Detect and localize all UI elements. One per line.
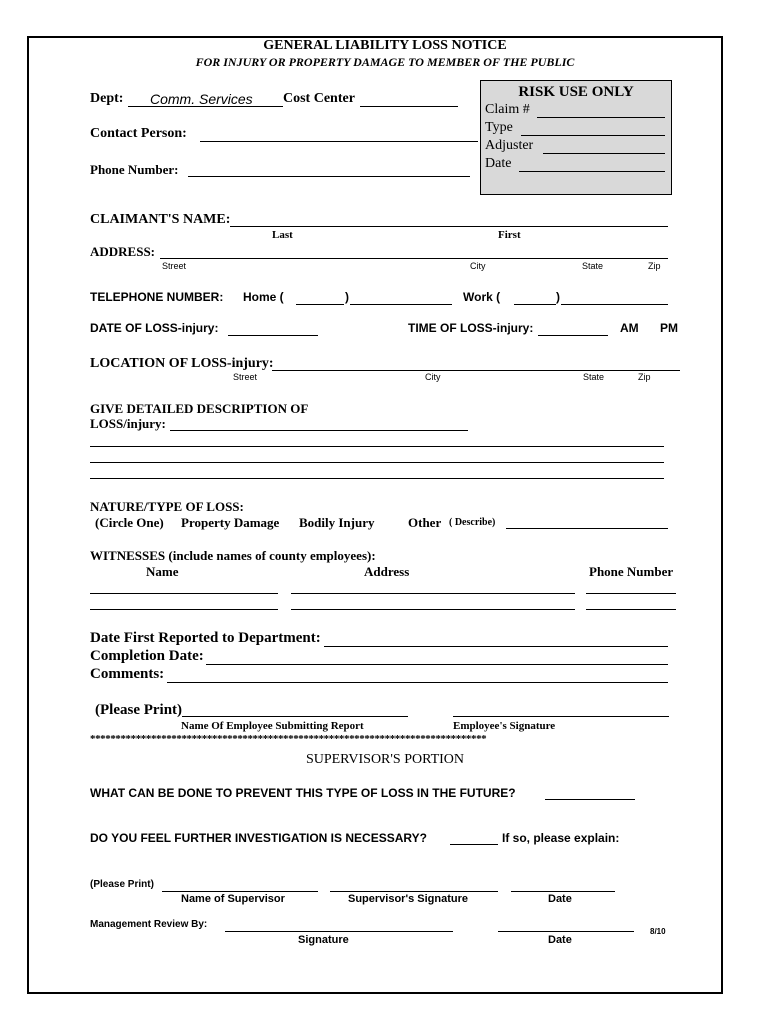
separator-stars: ****************************************************************************** <box>90 733 487 745</box>
management-signature-caption: Signature <box>298 934 349 946</box>
first-reported-field[interactable] <box>324 646 668 647</box>
date-of-loss-label: DATE OF LOSS-injury: <box>90 321 219 335</box>
description-label-line2: LOSS/injury: <box>90 416 166 431</box>
phone-field[interactable] <box>188 176 470 177</box>
location-city-caption: City <box>425 372 441 382</box>
state-caption: State <box>582 261 604 271</box>
contact-field[interactable] <box>200 141 478 142</box>
address-field[interactable] <box>160 258 668 259</box>
last-caption: Last <box>272 229 293 241</box>
revision-code: 8/10 <box>650 927 666 936</box>
witness1-name-field[interactable] <box>90 593 278 594</box>
supervisor-signature-caption: Supervisor's Signature <box>348 893 468 905</box>
investigation-answer-field[interactable] <box>450 844 498 845</box>
dept-value: Comm. Services <box>150 91 253 107</box>
street-caption: Street <box>162 261 187 271</box>
type-field[interactable] <box>521 135 665 136</box>
risk-title: RISK USE ONLY <box>518 84 634 100</box>
date-of-loss-field[interactable] <box>228 335 318 336</box>
first-caption: First <box>498 229 521 241</box>
prevent-question: WHAT CAN BE DONE TO PREVENT THIS TYPE OF LOSS IN THE FUTURE? <box>90 786 516 800</box>
supervisor-heading: SUPERVISOR'S PORTION <box>305 752 465 767</box>
location-field[interactable] <box>272 370 680 371</box>
location-street-caption: Street <box>233 372 258 382</box>
location-zip-caption: Zip <box>638 372 651 382</box>
first-reported-label: Date First Reported to Department: <box>90 630 321 646</box>
management-signature-field[interactable] <box>225 931 453 932</box>
risk-date-field[interactable] <box>519 171 665 172</box>
location-label: LOCATION OF LOSS-injury: <box>90 356 274 371</box>
claim-label: Claim # <box>485 102 530 117</box>
contact-label: Contact Person: <box>90 126 187 141</box>
risk-date-label: Date <box>485 156 512 171</box>
management-date-caption: Date <box>548 934 572 946</box>
city-caption: City <box>470 261 486 271</box>
time-of-loss-label: TIME OF LOSS-injury: <box>408 321 534 335</box>
description-field-line3[interactable] <box>90 462 664 463</box>
address-label: ADDRESS: <box>90 244 156 259</box>
supervisor-name-caption: Name of Supervisor <box>181 893 285 905</box>
home-area-code-field[interactable] <box>296 304 344 305</box>
pm-option[interactable]: PM <box>660 321 678 335</box>
comments-field[interactable] <box>167 682 668 683</box>
form-title: GENERAL LIABILITY LOSS NOTICE <box>263 38 507 53</box>
witness1-phone-field[interactable] <box>586 593 676 594</box>
employee-signature-caption: Employee's Signature <box>453 720 556 732</box>
time-of-loss-field[interactable] <box>538 335 608 336</box>
please-print-label: (Please Print) <box>95 702 183 718</box>
supervisor-signature-field[interactable] <box>330 891 498 892</box>
type-label: Type <box>485 120 513 135</box>
witness-address-header: Address <box>364 564 410 579</box>
claimant-name-label: CLAIMANT'S NAME: <box>90 212 231 227</box>
home-label: Home ( <box>243 290 284 304</box>
witness1-address-field[interactable] <box>291 593 575 594</box>
description-field-line2[interactable] <box>90 446 664 447</box>
supervisor-please-print: (Please Print) <box>90 879 154 890</box>
employee-name-caption: Name Of Employee Submitting Report <box>181 720 364 732</box>
description-field-line1[interactable] <box>170 430 468 431</box>
witness2-phone-field[interactable] <box>586 609 676 610</box>
cost-center-label: Cost Center <box>283 91 355 106</box>
other-option[interactable]: Other <box>408 515 442 530</box>
risk-use-only-box <box>480 80 672 195</box>
circle-one-label: (Circle One) <box>95 515 164 530</box>
form-subtitle: FOR INJURY OR PROPERTY DAMAGE TO MEMBER OF THE PUBLIC <box>195 55 575 69</box>
witness2-address-field[interactable] <box>291 609 575 610</box>
supervisor-name-field[interactable] <box>162 891 318 892</box>
description-field-line4[interactable] <box>90 478 664 479</box>
home-number-field[interactable] <box>350 304 452 305</box>
dept-label: Dept: <box>90 91 124 106</box>
witnesses-label: WITNESSES (include names of county employees): <box>90 548 376 563</box>
witness-phone-header: Phone Number <box>589 564 674 579</box>
claim-field[interactable] <box>537 117 665 118</box>
completion-date-field[interactable] <box>206 664 668 665</box>
prevent-answer-field[interactable] <box>545 799 635 800</box>
dept-field[interactable] <box>128 91 283 107</box>
nature-label: NATURE/TYPE OF LOSS: <box>90 499 244 514</box>
am-option[interactable]: AM <box>620 321 639 335</box>
investigation-question: DO YOU FEEL FURTHER INVESTIGATION IS NECESSARY? <box>90 831 427 845</box>
property-damage-option[interactable]: Property Damage <box>181 515 280 530</box>
work-number-field[interactable] <box>561 304 668 305</box>
comments-label: Comments: <box>90 666 165 682</box>
witness2-name-field[interactable] <box>90 609 278 610</box>
location-state-caption: State <box>583 372 605 382</box>
supervisor-date-field[interactable] <box>511 891 615 892</box>
supervisor-date-caption: Date <box>548 893 572 905</box>
work-label: Work ( <box>463 290 501 304</box>
work-area-code-field[interactable] <box>514 304 556 305</box>
management-review-label: Management Review By: <box>90 919 208 930</box>
describe-label: ( Describe) <box>449 517 496 528</box>
cost-center-field[interactable] <box>360 106 458 107</box>
work-paren: ) <box>556 290 560 304</box>
bodily-injury-option[interactable]: Bodily Injury <box>299 515 375 530</box>
adjuster-label: Adjuster <box>485 138 534 153</box>
employee-signature-field[interactable] <box>453 716 669 717</box>
telephone-label: TELEPHONE NUMBER: <box>90 290 224 304</box>
explain-label: If so, please explain: <box>502 831 620 845</box>
home-paren: ) <box>345 290 349 304</box>
claimant-name-field[interactable] <box>230 226 668 227</box>
other-describe-field[interactable] <box>506 528 668 529</box>
phone-label: Phone Number: <box>90 162 179 177</box>
management-date-field[interactable] <box>498 931 634 932</box>
adjuster-field[interactable] <box>543 153 665 154</box>
description-label-line1: GIVE DETAILED DESCRIPTION OF <box>90 401 309 416</box>
employee-name-field[interactable] <box>182 716 408 717</box>
witness-name-header: Name <box>146 564 179 579</box>
zip-caption: Zip <box>648 261 661 271</box>
completion-date-label: Completion Date: <box>90 648 204 664</box>
